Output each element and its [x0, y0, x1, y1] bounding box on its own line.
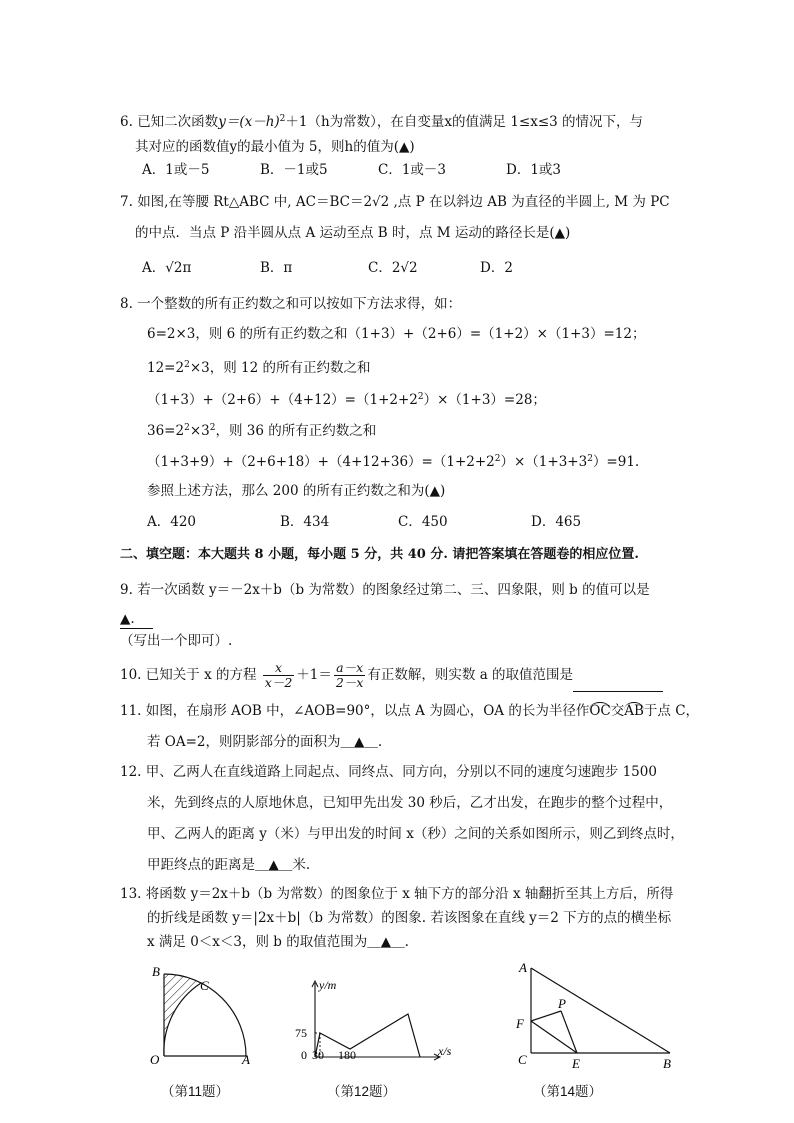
- q8-options: [147, 513, 581, 531]
- q6-formula: y＝(x－h): [218, 114, 280, 130]
- q8-example2: [147, 356, 371, 377]
- q8-ex4-sup1: 2: [184, 423, 190, 433]
- q10-frac1-denominator: x－2: [264, 675, 293, 690]
- q8-ex4-part2: ×3: [189, 423, 210, 439]
- figure-11: [140, 960, 260, 1070]
- q8-ex3-part2: ）×（1+3）=28；: [423, 392, 546, 408]
- fig14-label-p: P: [558, 996, 566, 1011]
- q8-ex3-sup: 2: [417, 392, 424, 402]
- fig11-label-b: B: [152, 964, 160, 979]
- fig12-label-y: y/m: [319, 978, 337, 992]
- q6-option-c: C．1或－3: [378, 162, 447, 178]
- q12-text1: 甲、乙两人在直线道路上同起点、同终点、同方向，分别以不同的速度匀速跑步 1500: [145, 764, 657, 780]
- q6-line2: 其对应的函数值y的最小值为 5，则h的值为(▲): [135, 139, 415, 155]
- fig14-label-a: A: [519, 960, 527, 975]
- q7-options: [142, 259, 513, 277]
- q6-condition: （h为常数），在自变量x的值满足 1≤x≤3 的情况下，与: [307, 114, 644, 130]
- fig12-label-x: x/s: [438, 1044, 452, 1058]
- q7-option-b: B．π: [260, 260, 293, 276]
- q7-option-c: C．2√2: [368, 260, 418, 276]
- fig11-label-o: O: [150, 1052, 160, 1067]
- fig11-label-c: C: [200, 978, 209, 993]
- figure-12: [290, 975, 465, 1067]
- fig12-label-30: 30: [312, 1048, 324, 1062]
- q8-line1: [120, 295, 461, 313]
- q12-line3: 甲、乙两人的距离 y（米）与甲出发的时间 x（秒）之间的关系如图所示，则乙到终点时，: [147, 826, 684, 842]
- q8-ex4-part1: 36=2: [147, 423, 185, 439]
- q11-arc-ab: AB: [624, 703, 644, 719]
- fig14-caption: （第14题）: [533, 1084, 603, 1099]
- q8-ex4-sup2: 2: [209, 423, 216, 433]
- fig14-label-e: E: [572, 1056, 580, 1071]
- q10-frac2-denominator: 2－x: [335, 675, 364, 690]
- q8-example4: [147, 419, 376, 440]
- q13-line3: x 满足 0＜x＜3，则 b 的取值范围为＿▲＿.: [147, 934, 409, 950]
- q7-option-a: A．√2π: [142, 260, 192, 276]
- q8-ex4-part3: ，则 36 的所有正约数之和: [215, 423, 377, 439]
- q10-prefix: 已知关于 x 的方程: [145, 667, 257, 683]
- q6-option-b: B．－1或5: [260, 162, 328, 178]
- fig14-segment-fe: [531, 1021, 577, 1053]
- q11-mid: 交: [610, 703, 625, 719]
- q9-answer-blank: ▲.: [120, 610, 153, 629]
- q7-option-d: D．2: [480, 260, 513, 276]
- q11-text1: 如图，在扇形 AOB 中，∠AOB=90°，以点 A 为圆心，OA 的长为半径作: [145, 703, 590, 719]
- q8-ex5-sup1: 2: [494, 454, 501, 464]
- q6-option-a: A．1或－5: [142, 162, 210, 178]
- q7-number: 7.: [120, 194, 133, 210]
- q11-arc-oc: OC: [589, 703, 611, 719]
- section-2-heading: 二、填空题：本大题共 8 小题，每小题 5 分，共 40 分. 请把答案填在答题卷的相应位置.: [120, 547, 639, 562]
- q9-text1: 若一次函数 y＝－2x＋b（b 为常数）的图象经过第二、三、四象限，则 b 的值可以是: [137, 582, 650, 598]
- fig12-caption: （第12题）: [327, 1084, 397, 1099]
- fig14-segment-fp: [531, 1011, 561, 1021]
- q6-formula-tail: ＋1: [285, 114, 308, 130]
- q8-example5: [147, 450, 639, 471]
- q10-suffix: 有正数解，则实数 a 的取值范围是: [367, 667, 574, 683]
- q11-line1: [120, 702, 699, 720]
- q8-text1: 一个整数的所有正约数之和可以按如下方法求得，如：: [137, 296, 462, 312]
- q10-line: [120, 658, 663, 692]
- q7-line1: [120, 193, 670, 211]
- q12-line4: 甲距终点的距离是＿▲＿米.: [147, 857, 311, 873]
- q8-ex2-part1: 12=2: [147, 360, 185, 376]
- q13-number: 13.: [120, 886, 142, 902]
- q6-line1: [120, 110, 643, 131]
- q8-number: 8.: [120, 296, 133, 312]
- q8-example1: 6=2×3，则 6 的所有正约数之和（1+3）+（2+6）=（1+2）×（1+3）=12；: [147, 326, 646, 342]
- fig14-segment-ab: [531, 968, 670, 1053]
- fig14-label-c: C: [518, 1052, 527, 1067]
- q8-option-c: C．450: [398, 514, 448, 530]
- q6-options: [142, 161, 561, 179]
- q10-frac2-numerator: a－x: [334, 661, 366, 676]
- q10-answer-blank: [573, 677, 663, 692]
- q11-text1b: 于点 C，: [643, 703, 700, 719]
- q7-line2: 的中点．当点 P 沿半圆从点 A 运动至点 B 时，点 M 运动的路径长是(▲): [135, 225, 571, 241]
- q9-line1: [120, 581, 650, 599]
- q8-option-b: B．434: [280, 514, 330, 530]
- figure-14: [510, 960, 680, 1075]
- fig11-caption: （第11题）: [161, 1084, 230, 1099]
- q8-ex5-part1: （1+3+9）+（2+6+18）+（4+12+36）=（1+2+2: [147, 454, 495, 470]
- q8-ex5-part2: ）×（1+3+3: [500, 454, 588, 470]
- fig11-label-a: A: [242, 1052, 250, 1067]
- fig14-label-f: F: [516, 1016, 524, 1031]
- q8-ex5-part3: ）=91.: [592, 454, 640, 470]
- q12-line2: 米，先到终点的人原地休息，已知甲先出发 30 秒后，乙才出发，在跑步的整个过程中，: [147, 795, 673, 811]
- fig14-label-b: B: [663, 1056, 671, 1071]
- q9-number: 9.: [120, 582, 133, 598]
- q8-option-a: A．420: [147, 514, 197, 530]
- q8-example3: [147, 388, 546, 409]
- q6-number: 6.: [120, 114, 133, 130]
- q13-line2: 的折线是函数 y＝|2x＋b|（b 为常数）的图象. 若该图象在直线 y＝2 下方的点的横坐标: [147, 910, 672, 926]
- q6-exponent: 2: [279, 114, 286, 124]
- q10-fraction-1: [263, 661, 295, 690]
- q10-number: 10.: [120, 667, 142, 683]
- q12-number: 12.: [120, 764, 142, 780]
- q9-line3: （写出一个即可）.: [120, 633, 233, 649]
- q10-fraction-2: [334, 661, 366, 690]
- q8-ask: 参照上述方法，那么 200 的所有正约数之和为(▲): [147, 483, 446, 499]
- q8-ex2-part2: ×3，则 12 的所有正约数之和: [189, 360, 371, 376]
- q11-number: 11.: [120, 703, 142, 719]
- fig12-label-180: 180: [338, 1048, 356, 1062]
- q13-line1: [120, 885, 673, 903]
- q6-option-d: D．1或3: [506, 162, 562, 178]
- fig12-label-origin: 0: [301, 1048, 307, 1062]
- fig12-distance-line: [315, 1014, 420, 1057]
- q12-line1: [120, 763, 657, 781]
- q13-text1: 将函数 y＝2x＋b（b 为常数）的图象位于 x 轴下方的部分沿 x 轴翻折至其上方后，所得: [145, 886, 674, 902]
- q7-text1: 如图,在等腰 Rt△ABC 中, AC＝BC＝2√2 ,点 P 在以斜边 AB 为直径的半圆上, M 为 PC: [137, 194, 670, 210]
- q8-option-d: D．465: [531, 514, 582, 530]
- q6-prefix: 已知二次函数: [137, 114, 219, 130]
- q8-ex5-sup2: 2: [587, 454, 593, 464]
- q10-frac1-numerator: x: [263, 661, 295, 676]
- q8-ex2-sup: 2: [184, 360, 190, 370]
- q8-ex3-part1: （1+3）+（2+6）+（4+12）=（1+2+2: [147, 392, 418, 408]
- fig14-segment-pe: [561, 1011, 577, 1053]
- fig12-label-75: 75: [295, 1026, 307, 1040]
- q11-line2: 若 OA=2，则阴影部分的面积为＿▲＿.: [147, 734, 383, 750]
- q10-mid: ＋1＝: [296, 667, 332, 683]
